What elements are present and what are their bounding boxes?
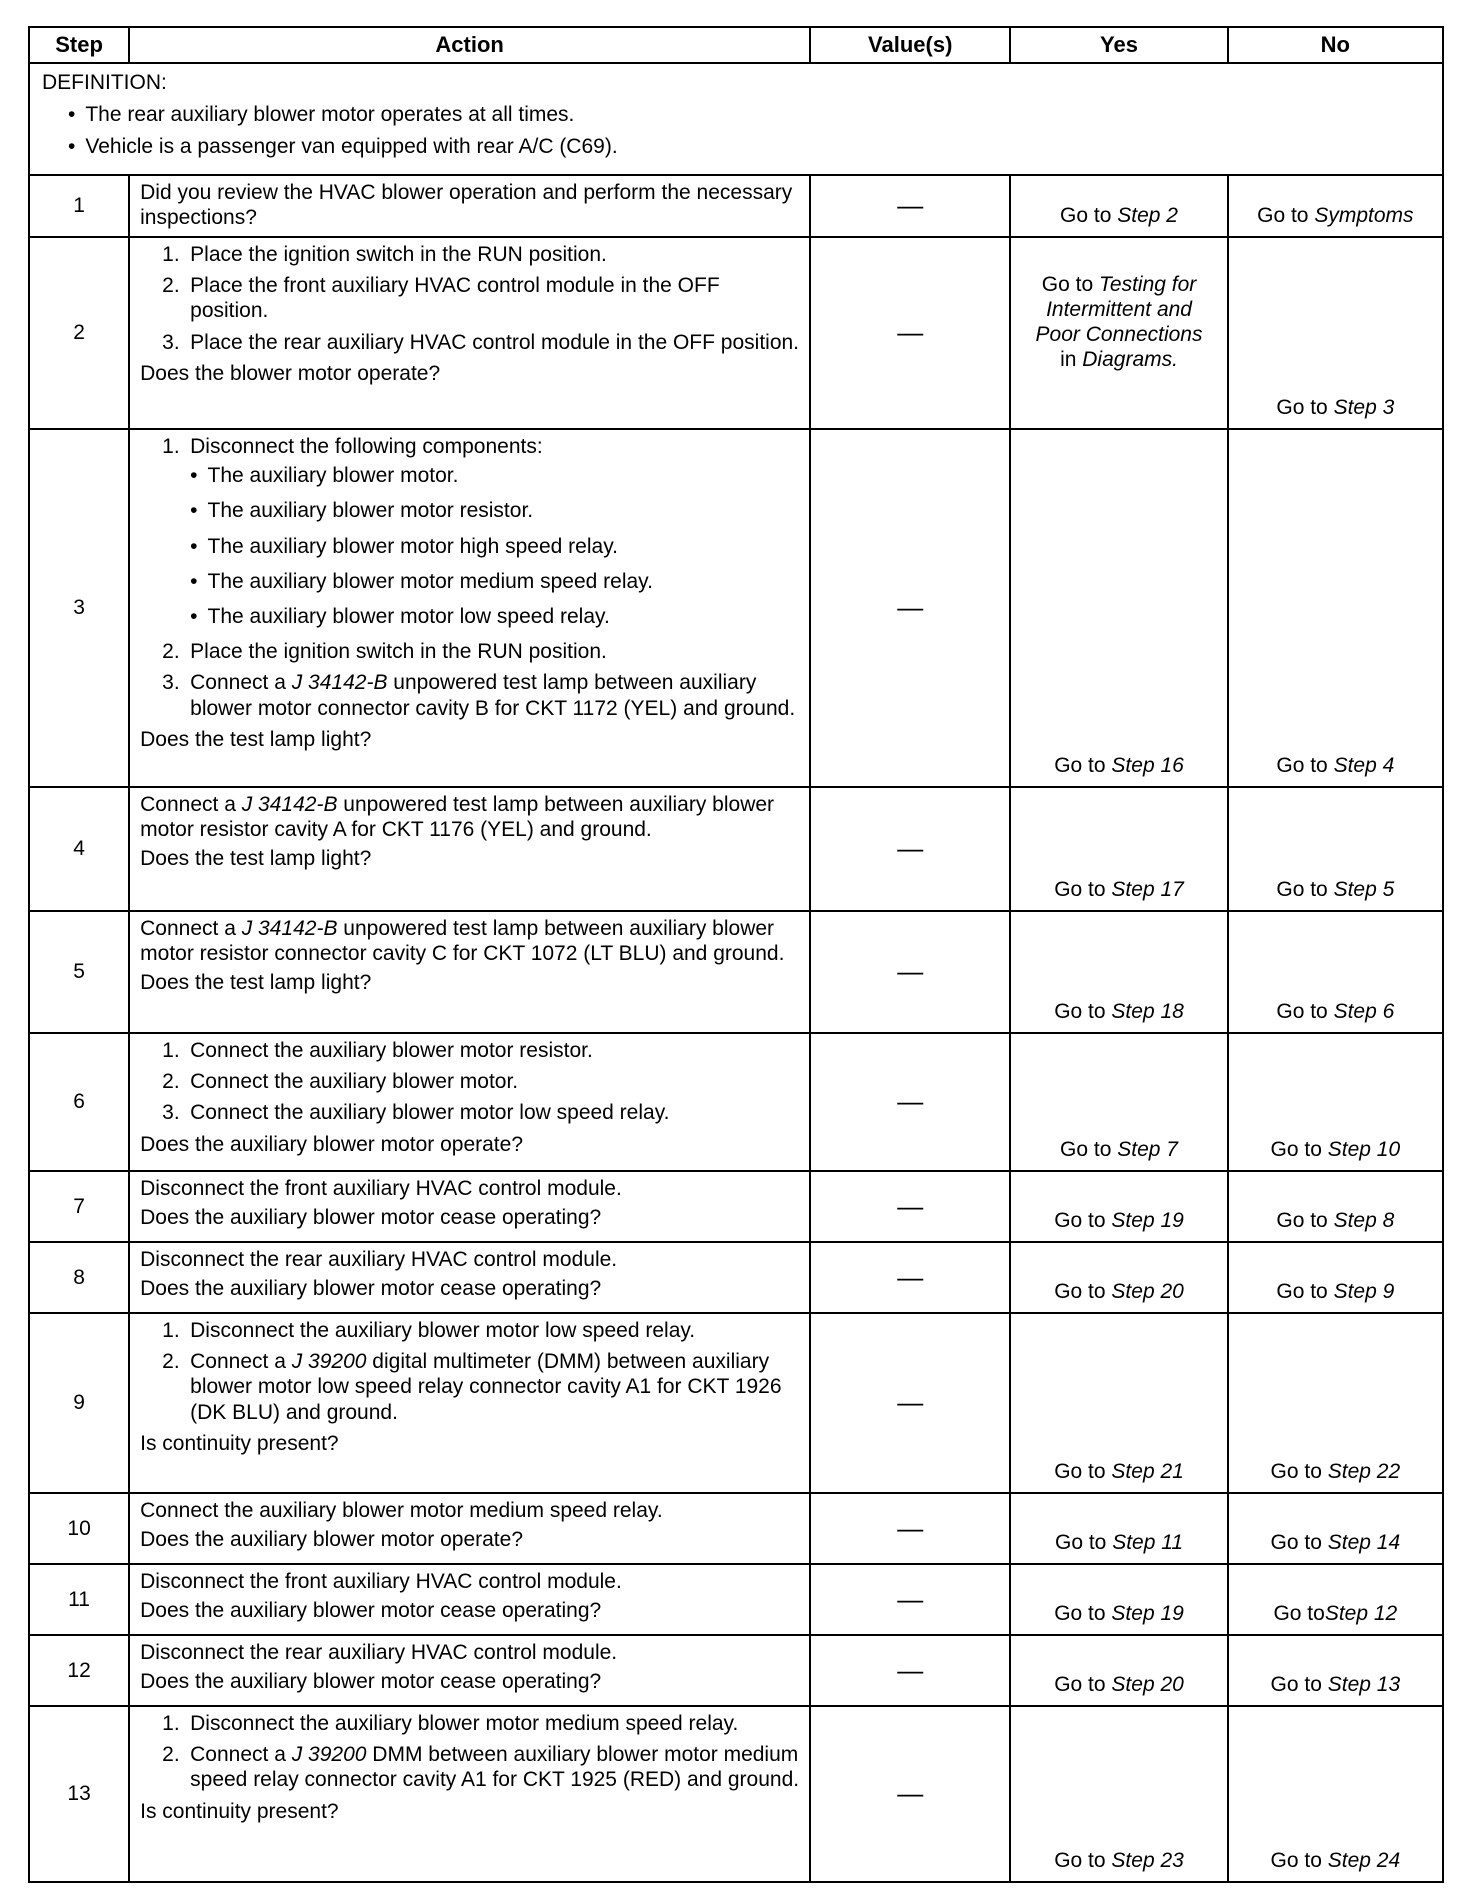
goto-label: Go to [1054,1459,1106,1483]
action-item [190,670,799,720]
yes-result [1010,1493,1227,1564]
header-action: Action [129,27,810,63]
action-cell: 1. Disconnect the auxiliary blower motor low speed relay. 2. Connect a J 39200 digital multimeter (DMM) between auxiliary blower motor low speed relay connector cavity A1 for CKT 1926 (DK BLU) and ground. Is continuity present? [129,1313,810,1493]
action-cell [129,1242,810,1313]
yes-target: Step 16 [1111,753,1184,777]
goto-label: Go to [1276,877,1328,901]
action-question: Is continuity present? [140,1799,339,1823]
value-dash: — [810,1564,1010,1635]
no-result [1228,175,1443,237]
header-no: No [1228,27,1443,63]
yes-result [1010,175,1227,237]
table-row [29,429,1443,787]
action-question: Does the blower motor operate? [140,361,441,385]
action-question: Does the test lamp light? [140,971,372,995]
action-text: unpowered test lamp between auxiliary blower motor resistor cavity A for CKT 1176 (YEL) and ground. [140,793,775,842]
no-target: Step 8 [1333,1208,1395,1232]
action-question: Does the auxiliary blower motor cease operating? [140,1277,602,1301]
action-item: Connect the auxiliary blower motor resistor. [190,1039,593,1062]
table-row [29,1313,1443,1493]
action-item: Disconnect the following components: [190,435,543,458]
goto-label: Go to [1054,1279,1106,1303]
goto-label: Go to [1276,1208,1328,1232]
step-number: 3 [29,429,129,787]
tool-number: J 39200 [291,1350,367,1374]
yes-target: Step 17 [1111,877,1184,901]
action-text: Connect a [140,917,236,940]
goto-label: Go to [1270,1672,1322,1696]
goto-label: Go to [1060,1137,1112,1161]
action-item [190,1349,799,1425]
step-number: 12 [29,1635,129,1706]
action-subitem: • The auxiliary blower motor high speed relay. [190,534,801,559]
action-cell [129,1564,810,1635]
yes-result [1010,1242,1227,1313]
table-row [29,911,1443,1033]
action-text: digital multimeter (DMM) between auxiliary blower motor low speed relay connector cavity A1 for CKT 1926 (DK BLU) and ground. [190,1350,782,1424]
step-number: 9 [29,1313,129,1493]
action-item [190,1742,799,1792]
goto-label: Go to [1276,999,1328,1023]
goto-label: Go to [1060,203,1112,227]
tool-number: J 34142-B [241,917,338,940]
action-text: Disconnect the front auxiliary HVAC control module. [140,1177,622,1200]
table-row [29,175,1443,237]
goto-label: Go to [1270,1459,1322,1483]
action-question: Is continuity present? [140,1431,339,1455]
goto-label: Go to [1054,1672,1106,1696]
no-target: Step 10 [1327,1137,1401,1161]
yes-in-label: in [1060,348,1077,372]
goto-label: Go to [1054,877,1106,901]
table-row [29,237,1443,429]
table-row [29,1635,1443,1706]
action-item: Place the front auxiliary HVAC control module in the OFF position. [190,274,720,323]
step-number: 5 [29,911,129,1033]
value-dash: — [810,1706,1010,1882]
definition-bullet: • Vehicle is a passenger van equipped with rear A/C (C69). [68,134,1432,159]
definition-bullet: • The rear auxiliary blower motor operates at all times. [68,102,1432,127]
table-row [29,1033,1443,1171]
goto-label: Go to [1054,1848,1106,1872]
step-number: 2 [29,237,129,429]
no-target: Step 24 [1327,1848,1401,1872]
yes-result [1010,1033,1227,1171]
definition-label: DEFINITION: [42,71,167,94]
action-question: Does the auxiliary blower motor cease operating? [140,1599,602,1623]
action-question: Does the auxiliary blower motor cease operating? [140,1670,602,1694]
yes-result [1010,1706,1227,1882]
yes-result [1010,911,1227,1033]
action-text: Disconnect the rear auxiliary HVAC control module. [140,1248,618,1271]
table-row [29,787,1443,911]
action-text: Connect a [190,671,286,695]
step-number: 8 [29,1242,129,1313]
action-text: unpowered test lamp between auxiliary blower motor connector cavity B for CKT 1172 (YEL) and ground. [190,671,796,720]
goto-label: Go to [1054,1530,1107,1554]
yes-target: Step 2 [1117,203,1178,227]
action-text [140,792,801,842]
goto-label: Go to [1276,1279,1328,1303]
tool-number: J 39200 [291,1743,367,1767]
header-row [29,27,1443,63]
header-step: Step [29,27,129,63]
goto-label: Go to [1054,1208,1106,1232]
header-yes: Yes [1010,27,1227,63]
action-question: Does the auxiliary blower motor operate? [140,1528,524,1552]
no-target: Step 6 [1333,999,1395,1023]
table-row [29,1242,1443,1313]
yes-target: Step 21 [1111,1459,1184,1483]
table-row [29,1564,1443,1635]
diagnostic-table-page [28,26,1444,1883]
step-number: 13 [29,1706,129,1882]
action-text: unpowered test lamp between auxiliary blower motor resistor connector cavity C for CKT 1072 (LT BLU) and ground. [140,917,785,966]
yes-target: Intermittent and [1046,297,1192,321]
action-cell [129,787,810,911]
no-target: Step 4 [1333,753,1395,777]
action-cell [129,911,810,1033]
goto-label: Go to [1270,1848,1322,1872]
yes-target: Step 19 [1111,1208,1184,1232]
yes-target: Diagrams. [1082,348,1178,372]
step-number: 4 [29,787,129,911]
action-item: Disconnect the auxiliary blower motor medium speed relay. [190,1712,739,1735]
no-target: Step 3 [1333,395,1395,419]
action-text [140,916,801,966]
value-dash: — [810,787,1010,911]
no-result [1228,429,1443,787]
goto-label: Go to [1054,1601,1106,1625]
action-text: Disconnect the rear auxiliary HVAC control module. [140,1641,618,1664]
table-row [29,1171,1443,1242]
goto-label: Go to [1273,1601,1325,1625]
yes-result [1010,429,1227,787]
header-values: Value(s) [810,27,1010,63]
goto-label: Go to [1054,999,1106,1023]
diagnostic-table [28,26,1444,1883]
table-row [29,1493,1443,1564]
no-result [1228,1171,1443,1242]
action-question: Does the auxiliary blower motor cease operating? [140,1206,602,1230]
yes-target: Testing for [1098,272,1197,296]
yes-target: Step 20 [1111,1672,1184,1696]
yes-target: Poor Connections [1035,323,1203,346]
value-dash: — [810,1313,1010,1493]
action-question: Does the test lamp light? [140,727,372,751]
action-cell: 1. Connect the auxiliary blower motor resistor. 2. Connect the auxiliary blower motor. 3. Connect the auxiliary blower motor low speed relay. Does the auxiliary blower motor operate? [129,1033,810,1171]
yes-target: Step 23 [1111,1848,1184,1872]
action-text: DMM between auxiliary blower motor medium speed relay connector cavity A1 for CKT 1925 (RED) and ground. [190,1743,800,1792]
no-result [1228,1493,1443,1564]
no-target: Step 22 [1327,1459,1401,1483]
tool-number: J 34142-B [241,793,338,816]
action-cell [129,1493,810,1564]
yes-result [1010,1564,1227,1635]
goto-label: Go to [1270,1137,1322,1161]
goto-label: Go to [1257,203,1309,227]
action-cell: 1. Place the ignition switch in the RUN position. 2. Place the front auxiliary HVAC control module in the OFF position. 3. Place the rear auxiliary HVAC control module in the OFF position. Does the blower motor operate? [129,237,810,429]
yes-target: Step 20 [1111,1279,1184,1303]
no-result [1228,1706,1443,1882]
step-number: 11 [29,1564,129,1635]
action-text: Connect a [140,793,236,816]
value-dash: — [810,1493,1010,1564]
step-number: 6 [29,1033,129,1171]
yes-result [1010,1313,1227,1493]
yes-target: Step 11 [1112,1530,1184,1554]
no-result [1228,787,1443,911]
action-question: Does the auxiliary blower motor operate? [140,1132,524,1156]
no-target: Symptoms [1314,203,1414,227]
action-text: Connect a [190,1743,286,1767]
yes-target: Step 19 [1111,1601,1184,1625]
action-item: Connect the auxiliary blower motor. [190,1070,519,1094]
action-item: Disconnect the auxiliary blower motor low speed relay. [190,1319,696,1342]
no-result [1228,1242,1443,1313]
yes-result [1010,787,1227,911]
action-item: Place the ignition switch in the RUN position. [190,243,607,266]
action-text: Connect the auxiliary blower motor medium speed relay. [140,1499,663,1522]
action-subitem: • The auxiliary blower motor low speed relay. [190,604,801,629]
no-target: Step 14 [1327,1530,1401,1554]
yes-target: Step 7 [1117,1137,1178,1161]
step-number: 7 [29,1171,129,1242]
value-dash: — [810,1171,1010,1242]
no-target: Step 12 [1324,1601,1398,1625]
value-dash: — [810,175,1010,237]
yes-result [1010,1635,1227,1706]
no-result [1228,1635,1443,1706]
no-result [1228,1564,1443,1635]
yes-target: Step 18 [1111,999,1184,1023]
action-item: Connect the auxiliary blower motor low speed relay. [190,1101,670,1125]
no-target: Step 13 [1327,1672,1401,1696]
no-target: Step 9 [1333,1279,1395,1303]
action-question: Does the test lamp light? [140,847,372,871]
yes-result [1010,237,1227,429]
goto-label: Go to [1054,753,1106,777]
action-text: Did you review the HVAC blower operation and perform the necessary inspections? [129,175,810,237]
goto-label: Go to [1276,395,1328,419]
action-subitem: • The auxiliary blower motor resistor. [190,498,801,523]
action-text: Disconnect the front auxiliary HVAC control module. [140,1570,622,1593]
action-cell [129,1171,810,1242]
value-dash: — [810,1242,1010,1313]
goto-label: Go to [1270,1530,1322,1554]
definition-cell [29,63,1443,175]
action-text: Connect a [190,1350,286,1374]
action-cell [129,1635,810,1706]
goto-label: Go to [1041,272,1094,296]
yes-result [1010,1171,1227,1242]
goto-label: Go to [1276,753,1328,777]
no-result [1228,1313,1443,1493]
action-cell: 1. Disconnect the auxiliary blower motor medium speed relay. 2. Connect a J 39200 DMM between auxiliary blower motor medium speed relay connector cavity A1 for CKT 1925 (RED) and ground. Is continuity present? [129,1706,810,1882]
no-target: Step 5 [1333,877,1395,901]
value-dash: — [810,237,1010,429]
action-cell: 1. Disconnect the following components: • The auxiliary blower motor. • The auxiliary blower motor resistor. • The auxiliary blower motor high speed relay. • The auxiliary blower motor medium speed relay. • The auxiliary blower motor low speed relay. 2. Place the ignition switch in the RUN position. 3. Connect a J 34142-B unpowered test lamp between auxiliary blower motor connector cavity B for CKT 1172 (YEL) and ground. Does the test lamp light? [129,429,810,787]
value-dash: — [810,911,1010,1033]
no-result [1228,911,1443,1033]
value-dash: — [810,429,1010,787]
definition-row [29,63,1443,175]
action-item: Place the ignition switch in the RUN position. [190,640,607,664]
value-dash: — [810,1635,1010,1706]
action-subitem: • The auxiliary blower motor. [190,463,801,488]
action-subitem: • The auxiliary blower motor medium speed relay. [190,569,801,594]
value-dash: — [810,1033,1010,1171]
step-number: 10 [29,1493,129,1564]
action-item: Place the rear auxiliary HVAC control module in the OFF position. [190,330,800,354]
no-result [1228,1033,1443,1171]
no-result [1228,237,1443,429]
table-row [29,1706,1443,1882]
step-number: 1 [29,175,129,237]
tool-number: J 34142-B [291,671,388,695]
